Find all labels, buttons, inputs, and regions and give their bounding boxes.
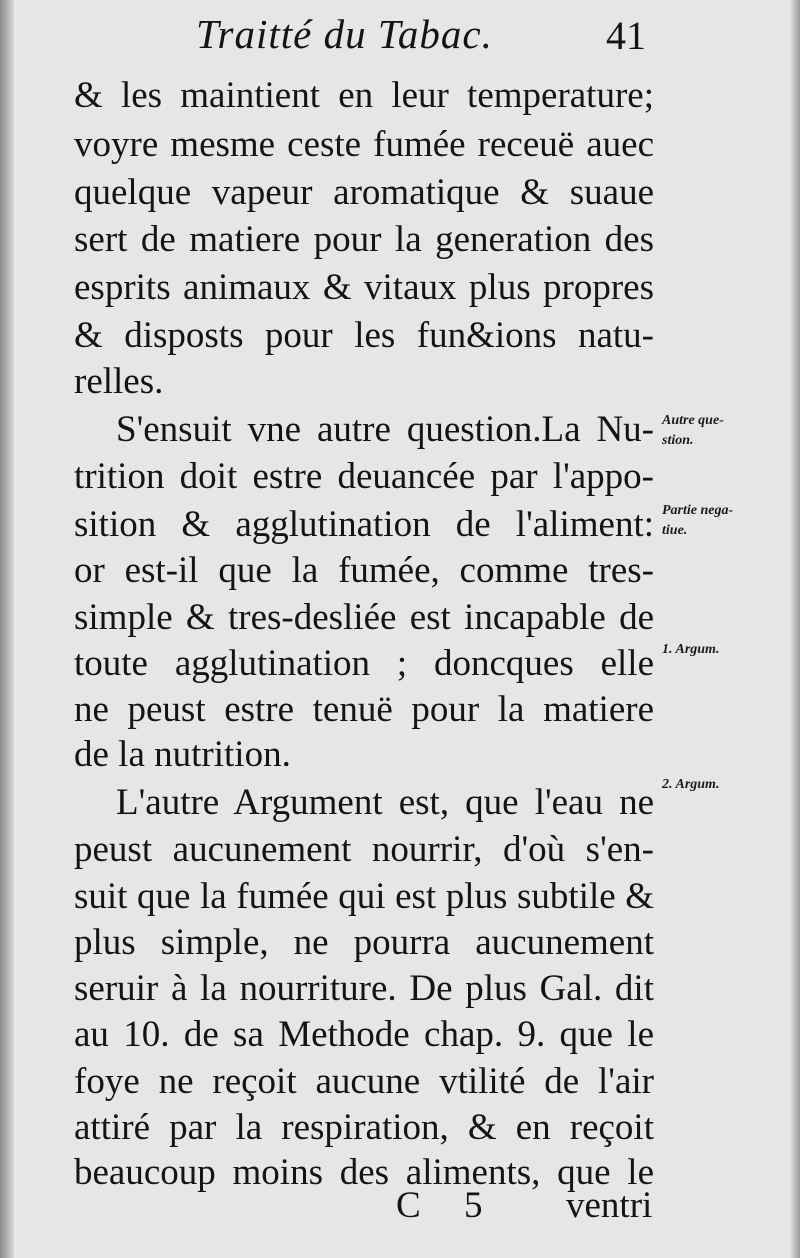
text-line: esprits animaux & vitaux plus propres: [74, 267, 654, 308]
text-line: & les maintient en leur temperature;: [74, 75, 654, 116]
text-line: trition doit estre deuancée par l'appo-: [74, 456, 654, 497]
catchword: ventri: [566, 1185, 653, 1226]
signature-number: 5: [464, 1185, 483, 1226]
signature-mark: C: [396, 1185, 421, 1226]
text-line: suit que la fumée qui est plus subtile &: [74, 876, 654, 917]
text-line: S'ensuit vne autre question.La Nu-: [116, 409, 654, 450]
text-line: or est-il que la fumée, comme tres-: [74, 550, 654, 591]
text-line: peust aucunement nourrir, d'où s'en-: [74, 829, 654, 870]
text-line: foye ne reçoit aucune vtilité de l'air: [74, 1061, 654, 1102]
text-line: toute agglutination ; doncques elle: [74, 643, 654, 684]
running-head: Traitté du Tabac.: [196, 11, 493, 57]
text-line: seruir à la nourriture. De plus Gal. dit: [74, 968, 654, 1009]
text-line: relles.: [74, 361, 164, 402]
text-line: sert de matiere pour la generation des: [74, 219, 654, 260]
text-line: de la nutrition.: [74, 734, 291, 775]
text-line: sition & agglutination de l'aliment:: [74, 504, 654, 545]
text-line: & disposts pour les fun&ions natu-: [74, 315, 654, 356]
margin-note: Partie nega-: [662, 503, 734, 518]
text-line: beaucoup moins des aliments, que le: [74, 1152, 654, 1193]
margin-note: stion.: [662, 433, 694, 448]
text-line: quelque vapeur aromatique & suaue: [74, 172, 654, 213]
text-line: voyre mesme ceste fumée receuë auec: [74, 124, 654, 165]
margin-note: tiue.: [662, 523, 688, 538]
page-shadow-left: [0, 0, 14, 1258]
text-line: au 10. de sa Methode chap. 9. que le: [74, 1014, 654, 1055]
text-line: simple & tres-desliée est incapable de: [74, 597, 654, 638]
text-line: plus simple, ne pourra aucunement: [74, 922, 654, 963]
margin-note: Autre que-: [662, 413, 724, 428]
text-line: L'autre Argument est, que l'eau ne: [116, 782, 654, 823]
margin-note: 1. Argum.: [662, 642, 720, 657]
text-line: attiré par la respiration, & en reçoit: [74, 1107, 654, 1148]
margin-note: 2. Argum.: [662, 777, 720, 792]
text-line: ne peust estre tenuë pour la matiere: [74, 689, 654, 730]
page-number: 41: [606, 13, 646, 58]
page-shadow-right: [790, 0, 800, 1258]
